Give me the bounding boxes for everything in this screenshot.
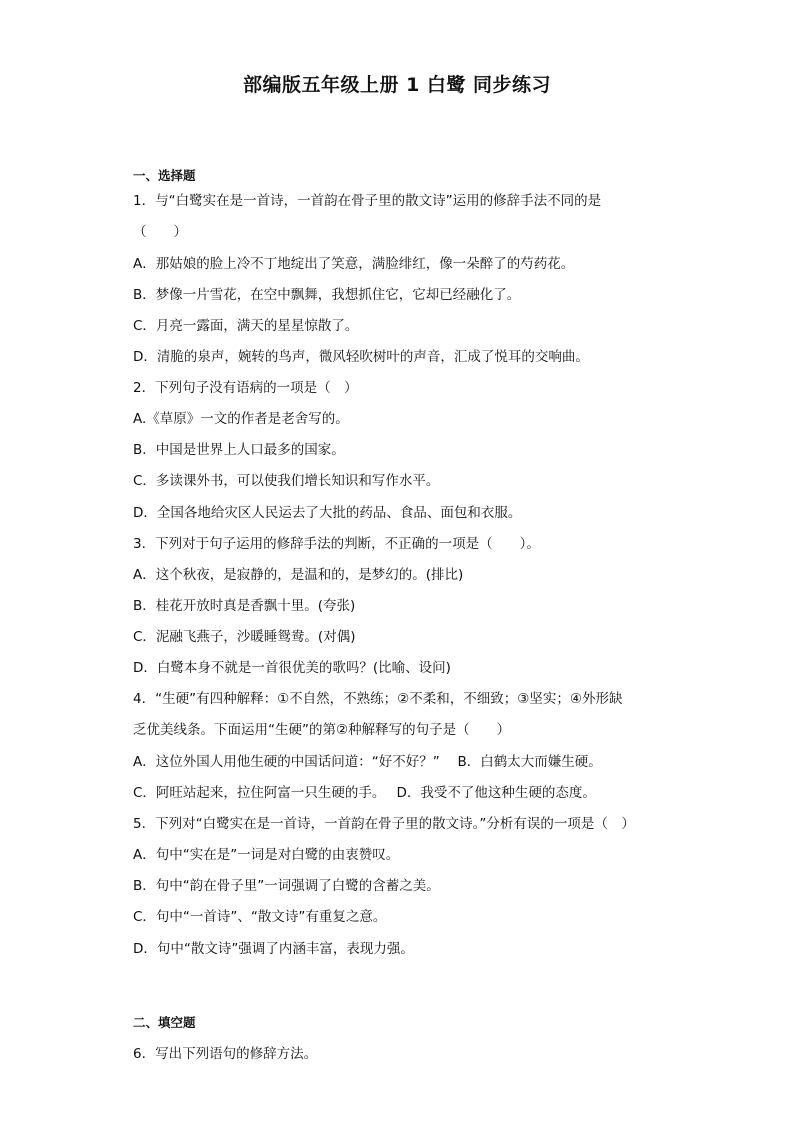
question-2-stem: 2．下列句子没有语病的一项是（ ） [133, 380, 358, 396]
question-5-option-a: A．句中“实在是”一词是对白鹭的由衷赞叹。 [133, 847, 400, 863]
question-2-option-a: A.《草原》一文的作者是老舍写的。 [133, 411, 349, 427]
question-5-option-d: D．句中“散文诗”强调了内涵丰富，表现力强。 [133, 941, 414, 957]
page-title: 部编版五年级上册 1 白鹭 同步练习 [242, 74, 552, 96]
question-5-option-b: B．句中“韵在骨子里”一词强调了白鹭的含蓄之美。 [133, 878, 440, 894]
section-heading-fill-blank: 二、填空题 [133, 1015, 196, 1030]
question-1-option-a: A．那姑娘的脸上冷不丁地绽出了笑意，满脸绯红，像一朵醉了的芍药花。 [133, 256, 575, 272]
question-3-option-d: D．白鹭本身不就是一首很优美的歌吗？(比喻、设问) [133, 660, 451, 676]
section-heading-choice: 一、选择题 [133, 168, 196, 183]
question-3-stem: 3．下列对于句子运用的修辞手法的判断，不正确的一项是（ ）。 [133, 536, 540, 552]
question-4-options-cd: C．阿旺站起来，拉住阿富一只生硬的手。 D．我受不了他这种生硬的态度。 [133, 785, 596, 801]
question-1-option-b: B．梦像一片雪花，在空中飘舞，我想抓住它，它却已经融化了。 [133, 287, 521, 303]
question-5-option-c: C．句中“一首诗”、“散文诗”有重复之意。 [133, 909, 387, 925]
question-2-option-b: B．中国是世界上人口最多的国家。 [133, 442, 345, 458]
question-1-option-c: C．月亮一露面，满天的星星惊散了。 [133, 318, 359, 334]
question-1-blank: （ ） [133, 224, 187, 240]
question-2-option-d: D．全国各地给灾区人民运去了大批的药品、食品、面包和衣服。 [133, 505, 522, 521]
question-1-stem: 1．与“白鹭实在是一首诗，一首韵在骨子里的散文诗”运用的修辞手法不同的是 [133, 193, 602, 209]
question-5-stem: 5．下列对“白鹭实在是一首诗，一首韵在骨子里的散文诗。”分析有误的一项是（ ） [133, 816, 635, 832]
question-3-option-c: C．泥融飞燕子，沙暖睡鸳鸯。(对偶) [133, 629, 356, 645]
question-6-stem: 6．写出下列语句的修辞方法。 [133, 1046, 318, 1062]
question-1-option-d: D．清脆的泉声，婉转的鸟声，微风轻吹树叶的声音，汇成了悦耳的交响曲。 [133, 349, 589, 365]
question-4-options-ab: A．这位外国人用他生硬的中国话问道：“好不好？” B．白鹤太大而嫌生硬。 [133, 754, 602, 770]
question-4-stem-line-1: 4．“生硬”有四种解释：①不自然，不熟练；②不柔和，不细致；③坚实；④外形缺 [133, 691, 623, 707]
question-2-option-c: C．多读课外书，可以使我们增长知识和写作水平。 [133, 473, 440, 489]
question-4-stem-line-2: 乏优美线条。下面运用“生硬”的第②种解释写的句子是（ ） [133, 722, 511, 738]
question-3-option-a: A．这个秋夜，是寂静的，是温和的，是梦幻的。(排比) [133, 567, 464, 583]
question-3-option-b: B．桂花开放时真是香飘十里。(夸张) [133, 598, 356, 614]
